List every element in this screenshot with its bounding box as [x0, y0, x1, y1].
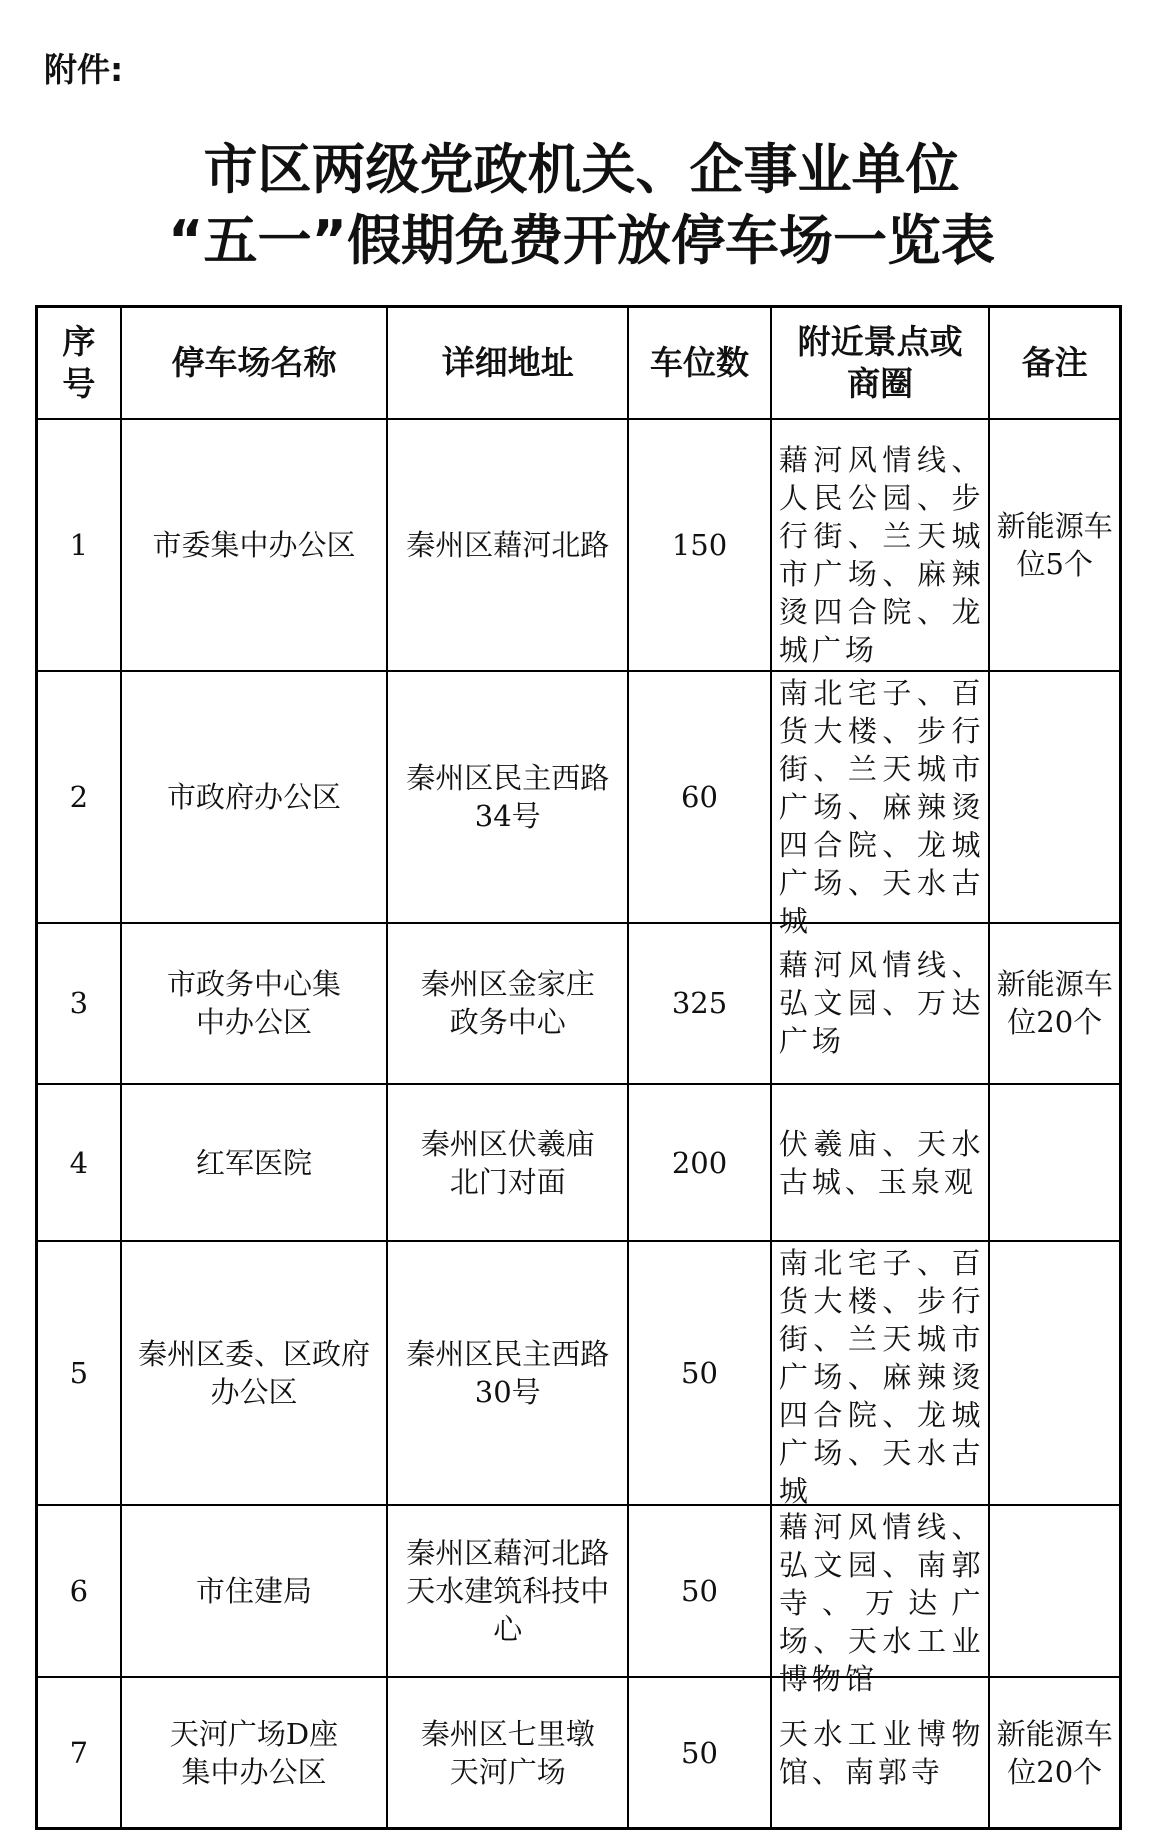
header-address: 详细地址 — [387, 307, 628, 419]
row-address: 秦州区伏羲庙北门对面 — [387, 1084, 628, 1241]
row-remarks: 新能源车位20个 — [989, 1677, 1120, 1828]
row-index: 7 — [37, 1677, 121, 1828]
row-name: 市委集中办公区 — [121, 419, 388, 671]
row-name: 市政府办公区 — [121, 671, 388, 923]
table-row — [37, 1241, 1121, 1505]
row-spaces: 325 — [628, 923, 771, 1085]
header-index: 序号 — [37, 307, 121, 419]
row-spaces: 200 — [628, 1084, 771, 1241]
attachment-label: 附件: — [44, 50, 124, 89]
table-row — [37, 1677, 1121, 1828]
row-nearby: 藉河风情线、弘文园、万达广场 — [771, 923, 990, 1085]
row-nearby: 南北宅子、百货大楼、步行街、兰天城市广场、麻辣烫四合院、龙城广场、天水古城 — [771, 1241, 990, 1505]
row-name: 市政务中心集中办公区 — [121, 923, 388, 1085]
row-name: 秦州区委、区政府办公区 — [121, 1241, 388, 1505]
row-index: 5 — [37, 1241, 121, 1505]
row-spaces: 150 — [628, 419, 771, 671]
row-address: 秦州区金家庄政务中心 — [387, 923, 628, 1085]
row-remarks — [989, 671, 1120, 923]
row-index: 3 — [37, 923, 121, 1085]
row-name: 红军医院 — [121, 1084, 388, 1241]
table-row — [37, 419, 1121, 671]
document-title-line-2: “五一”假期免费开放停车场一览表 — [168, 209, 995, 272]
row-address: 秦州区七里墩天河广场 — [387, 1677, 628, 1828]
row-address: 秦州区民主西路34号 — [387, 671, 628, 923]
row-nearby: 南北宅子、百货大楼、步行街、兰天城市广场、麻辣烫四合院、龙城广场、天水古城 — [771, 671, 990, 923]
row-nearby: 天水工业博物馆、南郭寺 — [771, 1677, 990, 1828]
row-name: 天河广场D座集中办公区 — [121, 1677, 388, 1828]
row-index: 4 — [37, 1084, 121, 1241]
row-remarks — [989, 1084, 1120, 1241]
row-index: 1 — [37, 419, 121, 671]
row-remarks — [989, 1505, 1120, 1677]
parking-lot-table — [35, 305, 1122, 1830]
row-nearby: 伏羲庙、天水古城、玉泉观 — [771, 1084, 990, 1241]
document-title-line-1: 市区两级党政机关、企事业单位 — [203, 138, 960, 201]
row-spaces: 60 — [628, 671, 771, 923]
header-spaces: 车位数 — [628, 307, 771, 419]
row-address: 秦州区藉河北路天水建筑科技中心 — [387, 1505, 628, 1677]
table-row — [37, 1505, 1121, 1677]
table-row — [37, 1084, 1121, 1241]
row-spaces: 50 — [628, 1505, 771, 1677]
table-row — [37, 671, 1121, 923]
header-remarks: 备注 — [989, 307, 1120, 419]
table-row — [37, 923, 1121, 1085]
header-name: 停车场名称 — [121, 307, 388, 419]
row-index: 6 — [37, 1505, 121, 1677]
header-nearby: 附近景点或商圈 — [771, 307, 990, 419]
row-address: 秦州区民主西路30号 — [387, 1241, 628, 1505]
row-name: 市住建局 — [121, 1505, 388, 1677]
row-nearby: 藉河风情线、人民公园、步行街、兰天城市广场、麻辣烫四合院、龙城广场 — [771, 419, 990, 671]
row-spaces: 50 — [628, 1677, 771, 1828]
row-remarks: 新能源车位5个 — [989, 419, 1120, 671]
table-header-row — [37, 307, 1121, 419]
row-address: 秦州区藉河北路 — [387, 419, 628, 671]
row-remarks — [989, 1241, 1120, 1505]
row-spaces: 50 — [628, 1241, 771, 1505]
row-index: 2 — [37, 671, 121, 923]
row-remarks: 新能源车位20个 — [989, 923, 1120, 1085]
row-nearby: 藉河风情线、弘文园、南郭寺、万达广场、天水工业博物馆 — [771, 1505, 990, 1677]
